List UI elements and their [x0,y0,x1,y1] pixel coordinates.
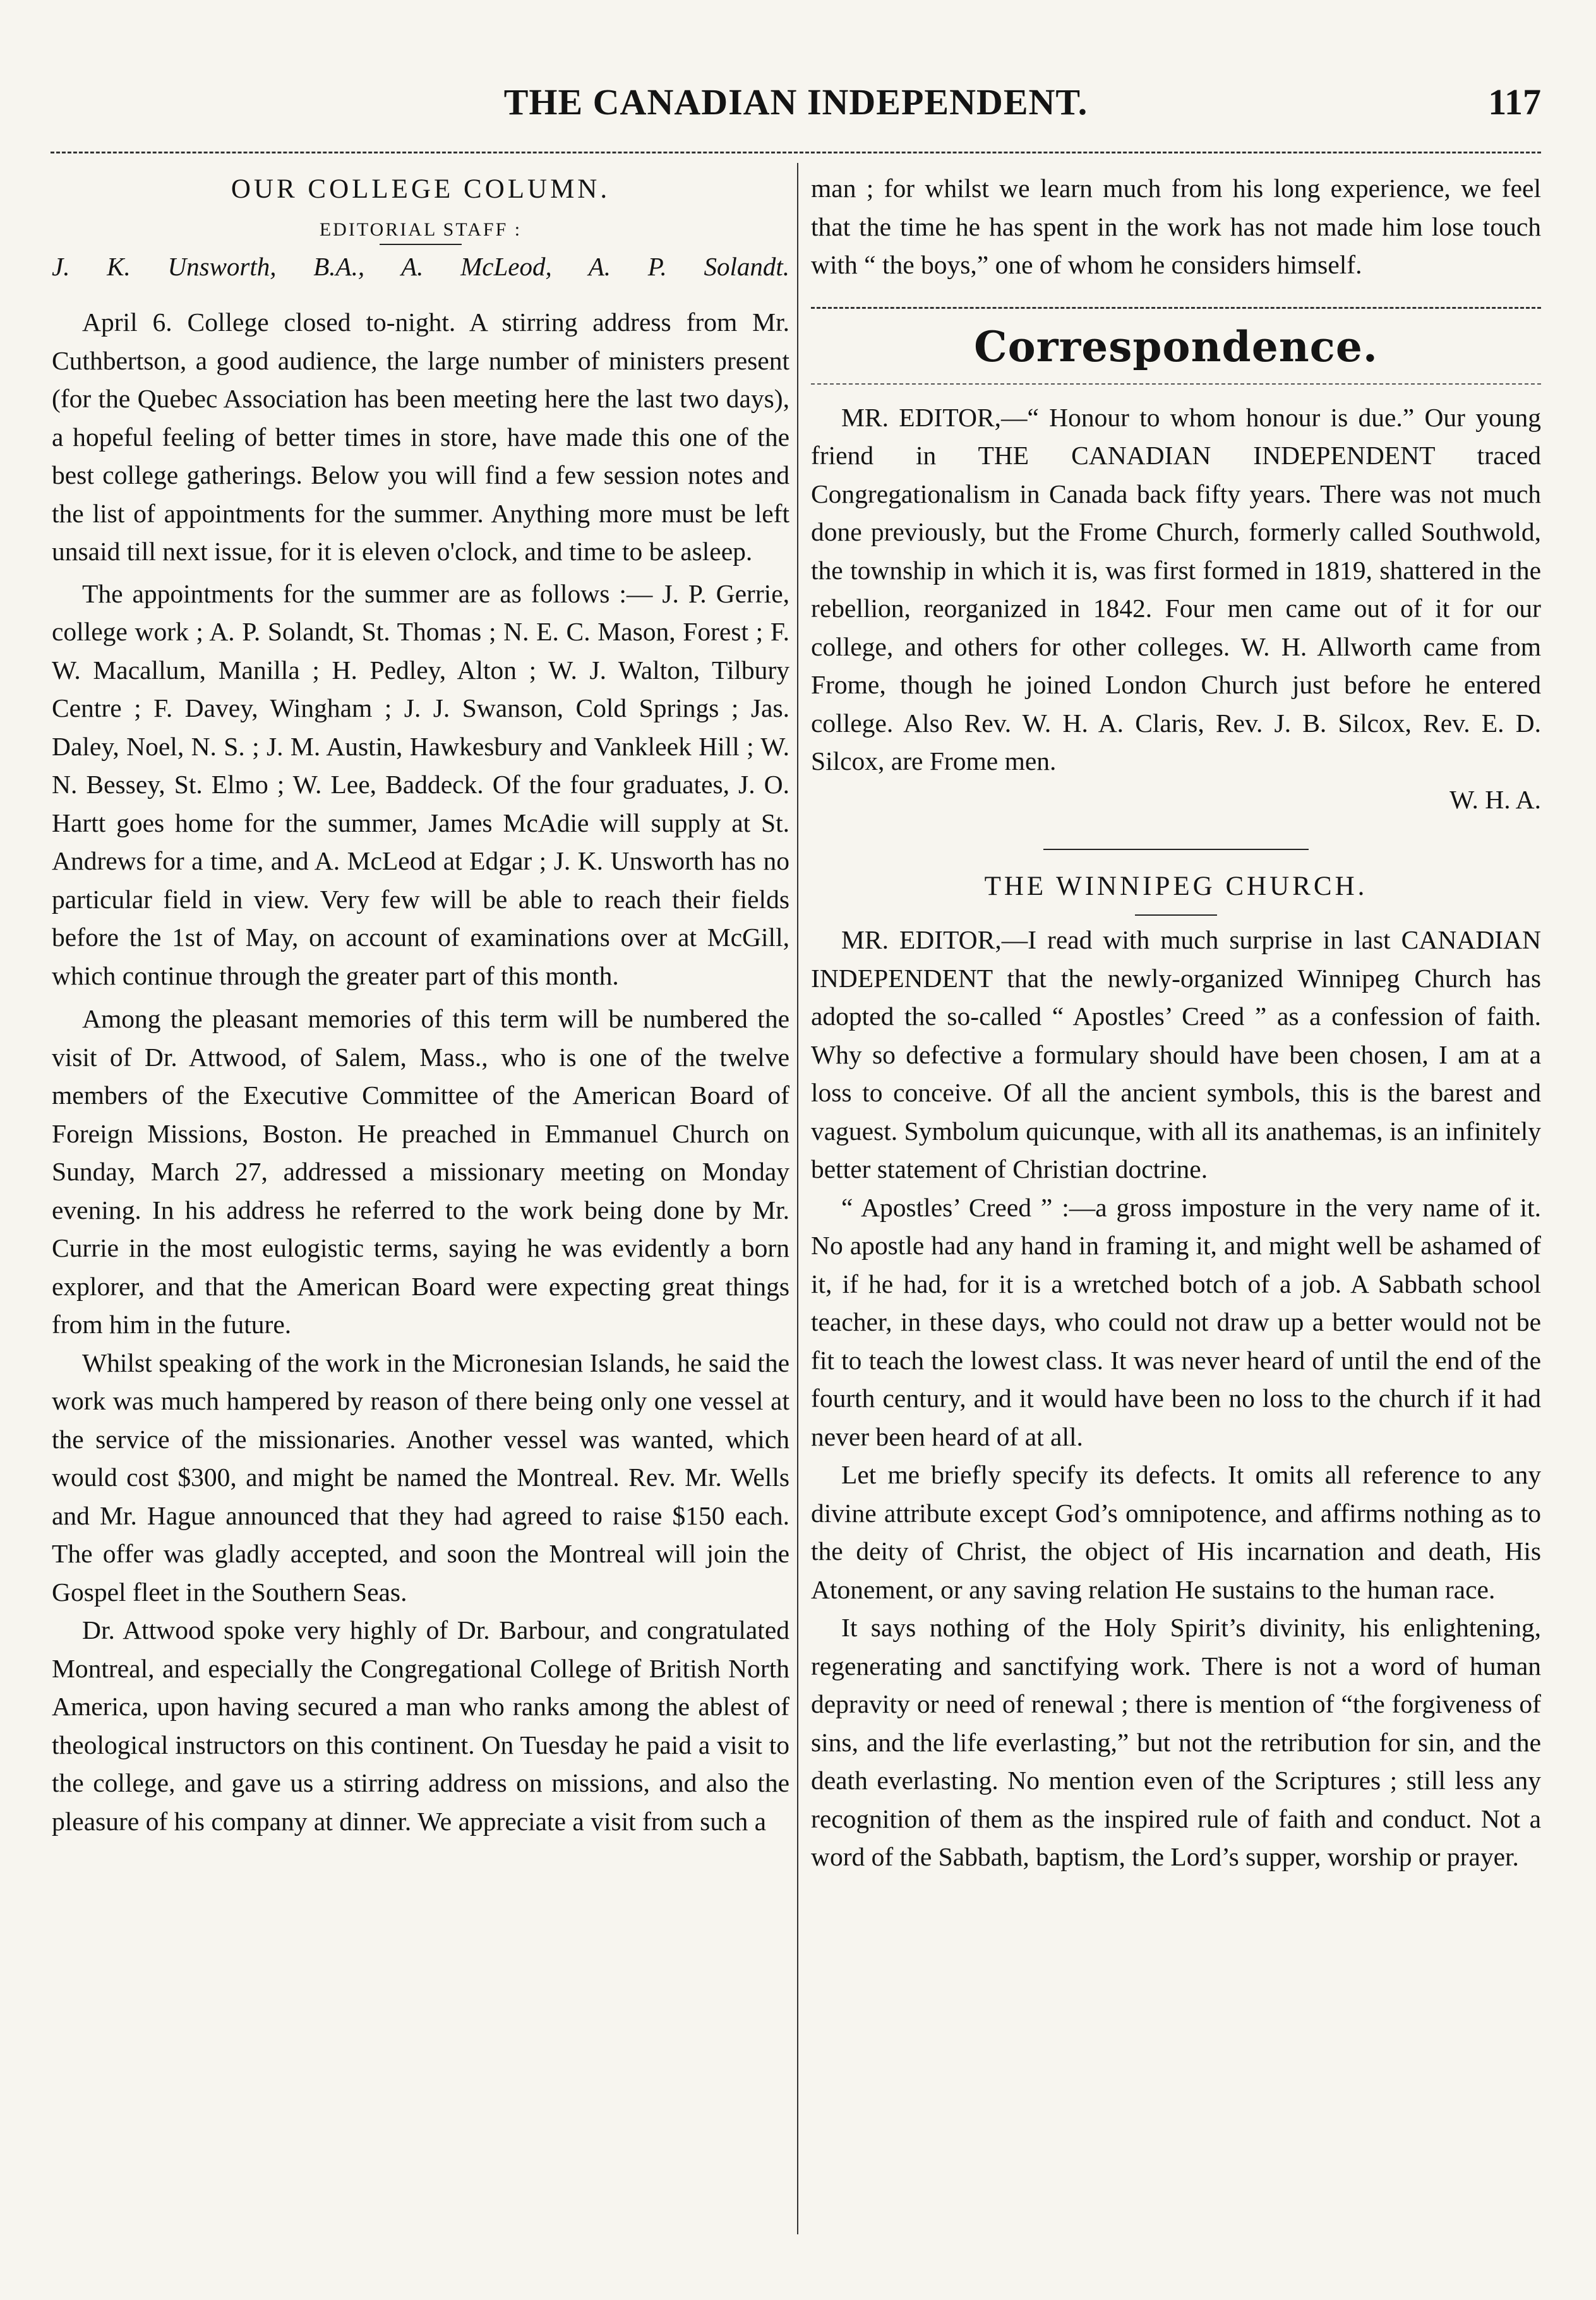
right-column [811,169,1541,1876]
editorial-staff-names: J. K. Unsworth, B.A., A. McLeod, A. P. Solandt. [52,252,789,281]
section-rule [811,307,1541,309]
page-number: 117 [1488,81,1541,123]
section-rule [811,383,1541,385]
winnipeg-paragraph: It says nothing of the Holy Spirit’s divinity, his enlightening, regenerating and sanctifying work. There is not a word of human depravity or need of renewal ; there is mention of “the forgiveness of sins, and the life everlasting,” but not the retribution for sin, and the death everlasting. No mention even of the Scriptures ; still less any recognition of them as the inspired rule of faith and conduct. Not a word of the Sabbath, baptism, the Lord’s supper, worship or prayer. [811,1613,1541,1871]
winnipeg-paragraph: Let me briefly specify its defects. It omits all reference to any divine attribute except God’s omnipotence, and affirms nothing as to the deity of Christ, the object of His incarnation and death, His Atonement, or any saving relation He sustains to the human race. [811,1460,1541,1604]
letter-signature: W. H. A. [1449,784,1541,814]
running-head [51,81,1541,138]
winnipeg-paragraph: MR. EDITOR,—I read with much surprise in last CANADIAN INDEPENDENT that the newly-organized Winnipeg Church has adopted the so-called “ Apostles’ Creed ” as a confession of faith. Why so defective a formulary should have been chosen, I am at a loss to conceive. Of all the ancient symbols, this is the barest and vaguest. Symbolum quicunque, with all its anathemas, is an infinitely better statement of Christian doctrine. [811,925,1541,1183]
column-rule [797,163,798,2234]
left-column [52,169,789,1840]
article-rule [1043,849,1309,850]
college-paragraph: Dr. Attwood spoke very highly of Dr. Barbour, and congratulated Montreal, and especially the Congregational College of British North America, upon having secured a man who ranks among the ablest of theological instructors on this continent. On Tuesday he paid a visit to the college, and gave us a stirring address on missions, and also the pleasure of his company at dinner. We appreciate a visit from such a [52,1615,789,1836]
header-rule [51,152,1541,153]
letter-frome: MR. EDITOR,—“ Honour to whom honour is due.” Our young friend in THE CANADIAN INDEPENDENT traced Congregationalism in Canada back fifty years. There was not much done previously, but the Frome Church, formerly called Southwold, the township in which it is, was first formed in 1819, shattered in the rebellion, reorganized in 1842. Four men came out of it for our college, and others for other colleges. W. H. Allworth came from Frome, though he joined London Church just before he entered college. Also Rev. W. H. A. Claris, Rev. J. B. Silcox, Rev. E. D. Silcox, are Frome men. [811,402,1541,776]
correspondence-heading: Correspondence. [974,321,1378,371]
winnipeg-paragraph: “ Apostles’ Creed ” :—a gross imposture in the very name of it. No apostle had any hand in framing it, and might well be ashamed of it, if he had, for it is a wretched botch of a job. A Sabbath school teacher, in these days, who could not draw up a better would not be fit to teach the lowest class. It was never heard of until the end of the fourth century, and it would have been no loss to the church if it had never been heard of at all. [811,1192,1541,1451]
college-paragraph: Among the pleasant memories of this term will be numbered the visit of Dr. Attwood, of Salem, Mass., who is one of the twelve members of the Executive Committee of the American Board of Foreign Missions, Boston. He preached in Emmanuel Church on Sunday, March 27, addressed a missionary meeting on Monday evening. In his address he referred to the work being done by Mr. Currie in the most eulogistic terms, saying he was evidently a born explorer, and that the American Board were expecting great things from him in the future. [52,1004,789,1339]
winnipeg-heading: THE WINNIPEG CHURCH. [984,871,1368,901]
college-column-heading: OUR COLLEGE COLUMN. [231,174,611,204]
college-paragraph: April 6. College closed to-night. A stirring address from Mr. Cuthbertson, a good audience, the large number of ministers present (for the Quebec Association has been meeting here the last two days), a hopeful feeling of better times in store, have made this one of the best college gatherings. Below you will find a few session notes and the list of appointments for the summer. Anything more must be left unsaid till next issue, for it is eleven o'clock, and time to be asleep. [52,308,789,566]
college-paragraph: The appointments for the summer are as follows :— J. P. Gerrie, college work ; A. P. Solandt, St. Thomas ; N. E. C. Mason, Forest ; F. W. Macallum, Manilla ; H. Pedley, Alton ; W. J. Walton, Tilbury Centre ; F. Davey, Wingham ; J. J. Swanson, Cold Springs ; Jas. Daley, Noel, N. S. ; J. M. Austin, Hawkesbury and Vankleek Hill ; W. N. Bessey, St. Elmo ; W. Lee, Baddeck. Of the four graduates, J. O. Hartt goes home for the summer, James McAdie will supply at St. Andrews for a time, and A. McLeod at Edgar ; J. K. Unsworth has no particular field in view. Very few will be able to reach their fields before the 1st of May, on account of examinations over at McGill, which continue through the greater part of this month. [52,578,789,990]
heading-rule [1135,914,1217,916]
publication-title: THE CANADIAN INDEPENDENT. [503,81,1088,123]
editorial-staff-label: EDITORIAL STAFF : [319,219,522,240]
college-paragraph: Whilst speaking of the work in the Micronesian Islands, he said the work was much hampered by reason of there being only one vessel at the service of the missionaries. Another vessel was wanted, which would cost $300, and might be named the Montreal. Rev. Mr. Wells and Mr. Hague announced that they had agreed to raise $150 each. The offer was gladly accepted, and soon the Montreal will join the Gospel fleet in the Southern Seas. [52,1348,789,1607]
staff-rule [380,244,462,245]
continuation-text: man ; for whilst we learn much from his long experience, we feel that the time he has spent in the work has not made him lose touch with “ the boys,” one of whom he considers himself. [811,174,1541,279]
